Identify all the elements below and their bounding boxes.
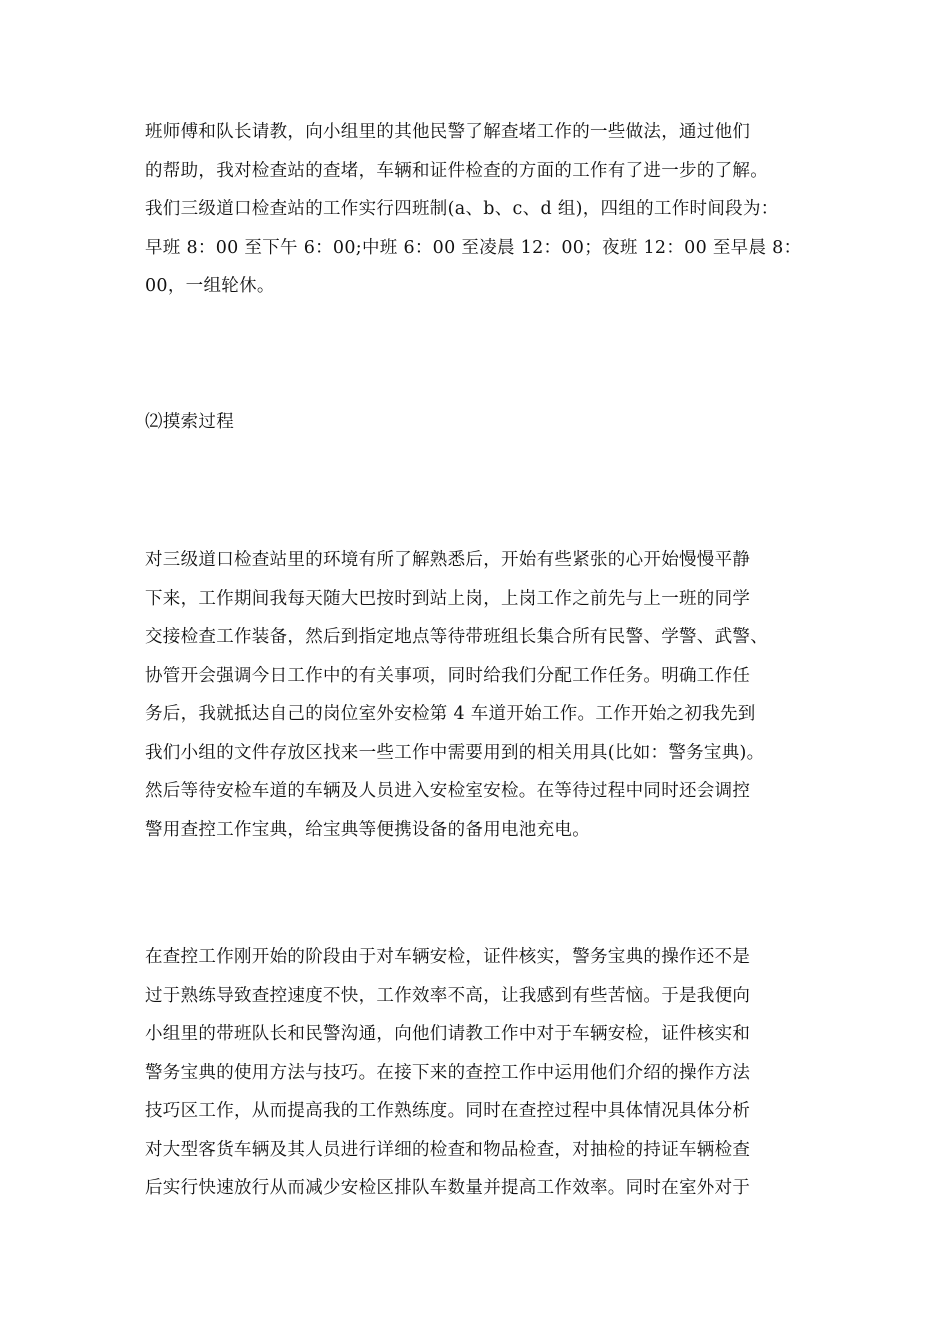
text-line: 对大型客货车辆及其人员进行详细的检查和物品检查，对抽检的持证车辆检查 <box>145 1139 751 1160</box>
text-line: 的帮助，我对检查站的查堵，车辆和证件检查的方面的工作有了进一步的了解。 <box>145 160 768 181</box>
text-line: 我们三级道口检查站的工作实行四班制(a、b、c、d 组)，四组的工作时间段为： <box>145 199 779 219</box>
text-line: 协管开会强调今日工作中的有关事项，同时给我们分配工作任务。明确工作任 <box>145 665 751 686</box>
paragraph-2 <box>145 541 825 849</box>
paragraph-1 <box>145 113 825 306</box>
text-line: 后实行快速放行从而减少安检区排队车数量并提高工作效率。同时在室外对于 <box>145 1178 751 1198</box>
text-line: 下来，工作期间我每天随大巴按时到站上岗，上岗工作之前先与上一班的同学 <box>145 588 751 609</box>
paragraph-3 <box>145 938 825 1208</box>
text-line: 00，一组轮休。 <box>145 276 275 296</box>
text-line: 我们小组的文件存放区找来一些工作中需要用到的相关用具(比如：警务宝典)。 <box>145 742 765 763</box>
text-line: 班师傅和队长请教，向小组里的其他民警了解查堵工作的一些做法，通过他们 <box>145 122 751 142</box>
text-line: 交接检查工作装备，然后到指定地点等待带班组长集合所有民警、学警、武警、 <box>145 627 768 647</box>
text-line: 警用查控工作宝典，给宝典等便携设备的备用电池充电。 <box>145 819 590 840</box>
text-line: 对三级道口检查站里的环境有所了解熟悉后，开始有些紧张的心开始慢慢平静 <box>145 550 751 570</box>
text-line: 早班 8：00 至下午 6：00;中班 6：00 至凌晨 12：00；夜班 12：00 至早晨 8： <box>145 237 802 258</box>
text-line: 警务宝典的使用方法与技巧。在接下来的查控工作中运用他们介绍的操作方法 <box>145 1062 751 1083</box>
text-line: 技巧区工作，从而提高我的工作熟练度。同时在查控过程中具体情况具体分析 <box>145 1101 751 1121</box>
text-line: 过于熟练导致查控速度不快，工作效率不高，让我感到有些苦恼。于是我便向 <box>145 985 751 1006</box>
text-line: 在查控工作刚开始的阶段由于对车辆安检，证件核实，警务宝典的操作还不是 <box>145 947 751 967</box>
section-heading <box>145 403 825 442</box>
text-line: 然后等待安检车道的车辆及人员进入安检室安检。在等待过程中同时还会调控 <box>145 781 751 801</box>
text-line: 务后，我就抵达自己的岗位室外安检第 4 车道开始工作。工作开始之初我先到 <box>145 704 756 724</box>
heading-text: ⑵摸索过程 <box>145 412 234 432</box>
text-line: 小组里的带班队长和民警沟通，向他们请教工作中对于车辆安检，证件核实和 <box>145 1024 751 1044</box>
